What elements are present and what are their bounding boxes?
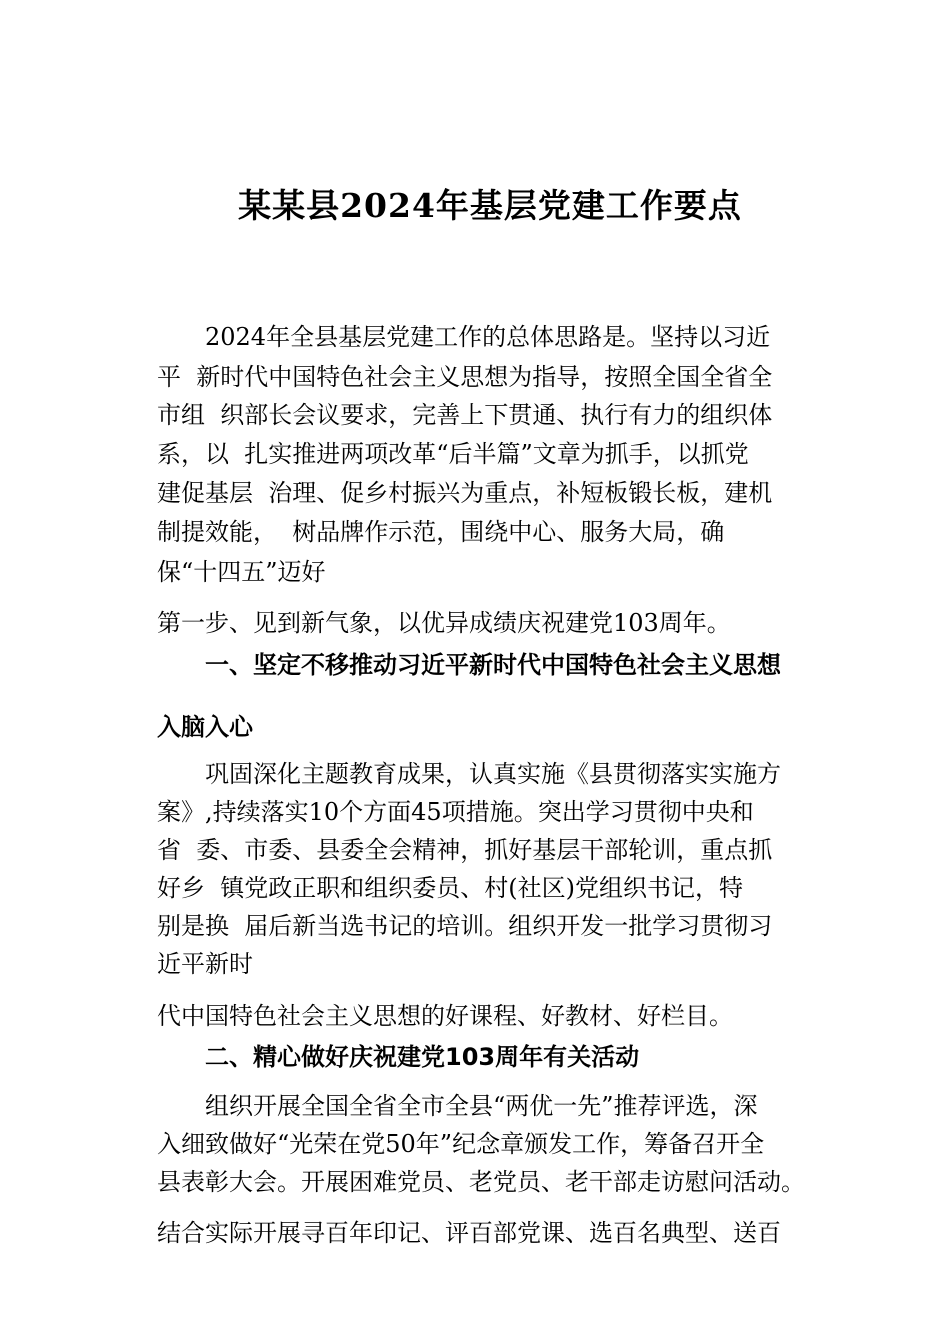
section1-line: 近平新时	[157, 950, 253, 978]
intro-line: 系，以 扎实推进两项改革“后半篇”文章为抓手，以抓党	[157, 440, 749, 468]
section2-line: 结合实际开展寻百年印记、评百部党课、选百名典型、送百	[157, 1219, 781, 1247]
intro-line: 市组 织部长会议要求，完善上下贯通、执行有力的组织体	[157, 401, 773, 429]
intro-line: 2024年全县基层党建工作的总体思路是。坚持以习近	[205, 323, 771, 351]
intro-line: 建促基层 治理、促乡村振兴为重点，补短板锻长板，建机	[157, 479, 773, 507]
section2-line: 县表彰大会。开展困难党员、老党员、老干部走访慰问活动。	[157, 1168, 805, 1196]
intro-line: 平 新时代中国特色社会主义思想为指导，按照全国全省全	[157, 363, 773, 391]
intro-line: 第一步、见到新气象，以优异成绩庆祝建党103周年。	[157, 609, 731, 637]
section1-heading-cont: 入脑入心	[157, 713, 253, 741]
section1-line: 代中国特色社会主义思想的好课程、好教材、好栏目。	[157, 1002, 733, 1030]
section1-line: 案》,持续落实10个方面45项措施。突出学习贯彻中央和	[157, 798, 754, 826]
intro-line: 保“十四五”迈好	[157, 558, 326, 586]
section1-line: 巩固深化主题教育成果，认真实施《县贯彻落实实施方	[205, 760, 781, 788]
section2-heading: 二、精心做好庆祝建党103周年有关活动	[205, 1043, 640, 1071]
section1-line: 省 委、市委、县委全会精神，抓好基层干部轮训，重点抓	[157, 836, 773, 864]
section1-heading: 一、坚定不移推动习近平新时代中国特色社会主义思想	[205, 651, 781, 679]
section2-line: 入细致做好“光荣在党50年”纪念章颁发工作，筹备召开全	[157, 1130, 765, 1158]
section1-line: 别是换 届后新当选书记的培训。组织开发一批学习贯彻习	[157, 912, 773, 940]
section2-line: 组织开展全国全省全市全县“两优一先”推荐评选，深	[205, 1092, 758, 1120]
intro-line: 制提效能， 树品牌作示范，围绕中心、服务大局，确	[157, 518, 725, 546]
document-title: 某某县2024年基层党建工作要点	[238, 186, 742, 225]
section1-line: 好乡 镇党政正职和组织委员、村(社区)党组织书记，特	[157, 874, 743, 902]
